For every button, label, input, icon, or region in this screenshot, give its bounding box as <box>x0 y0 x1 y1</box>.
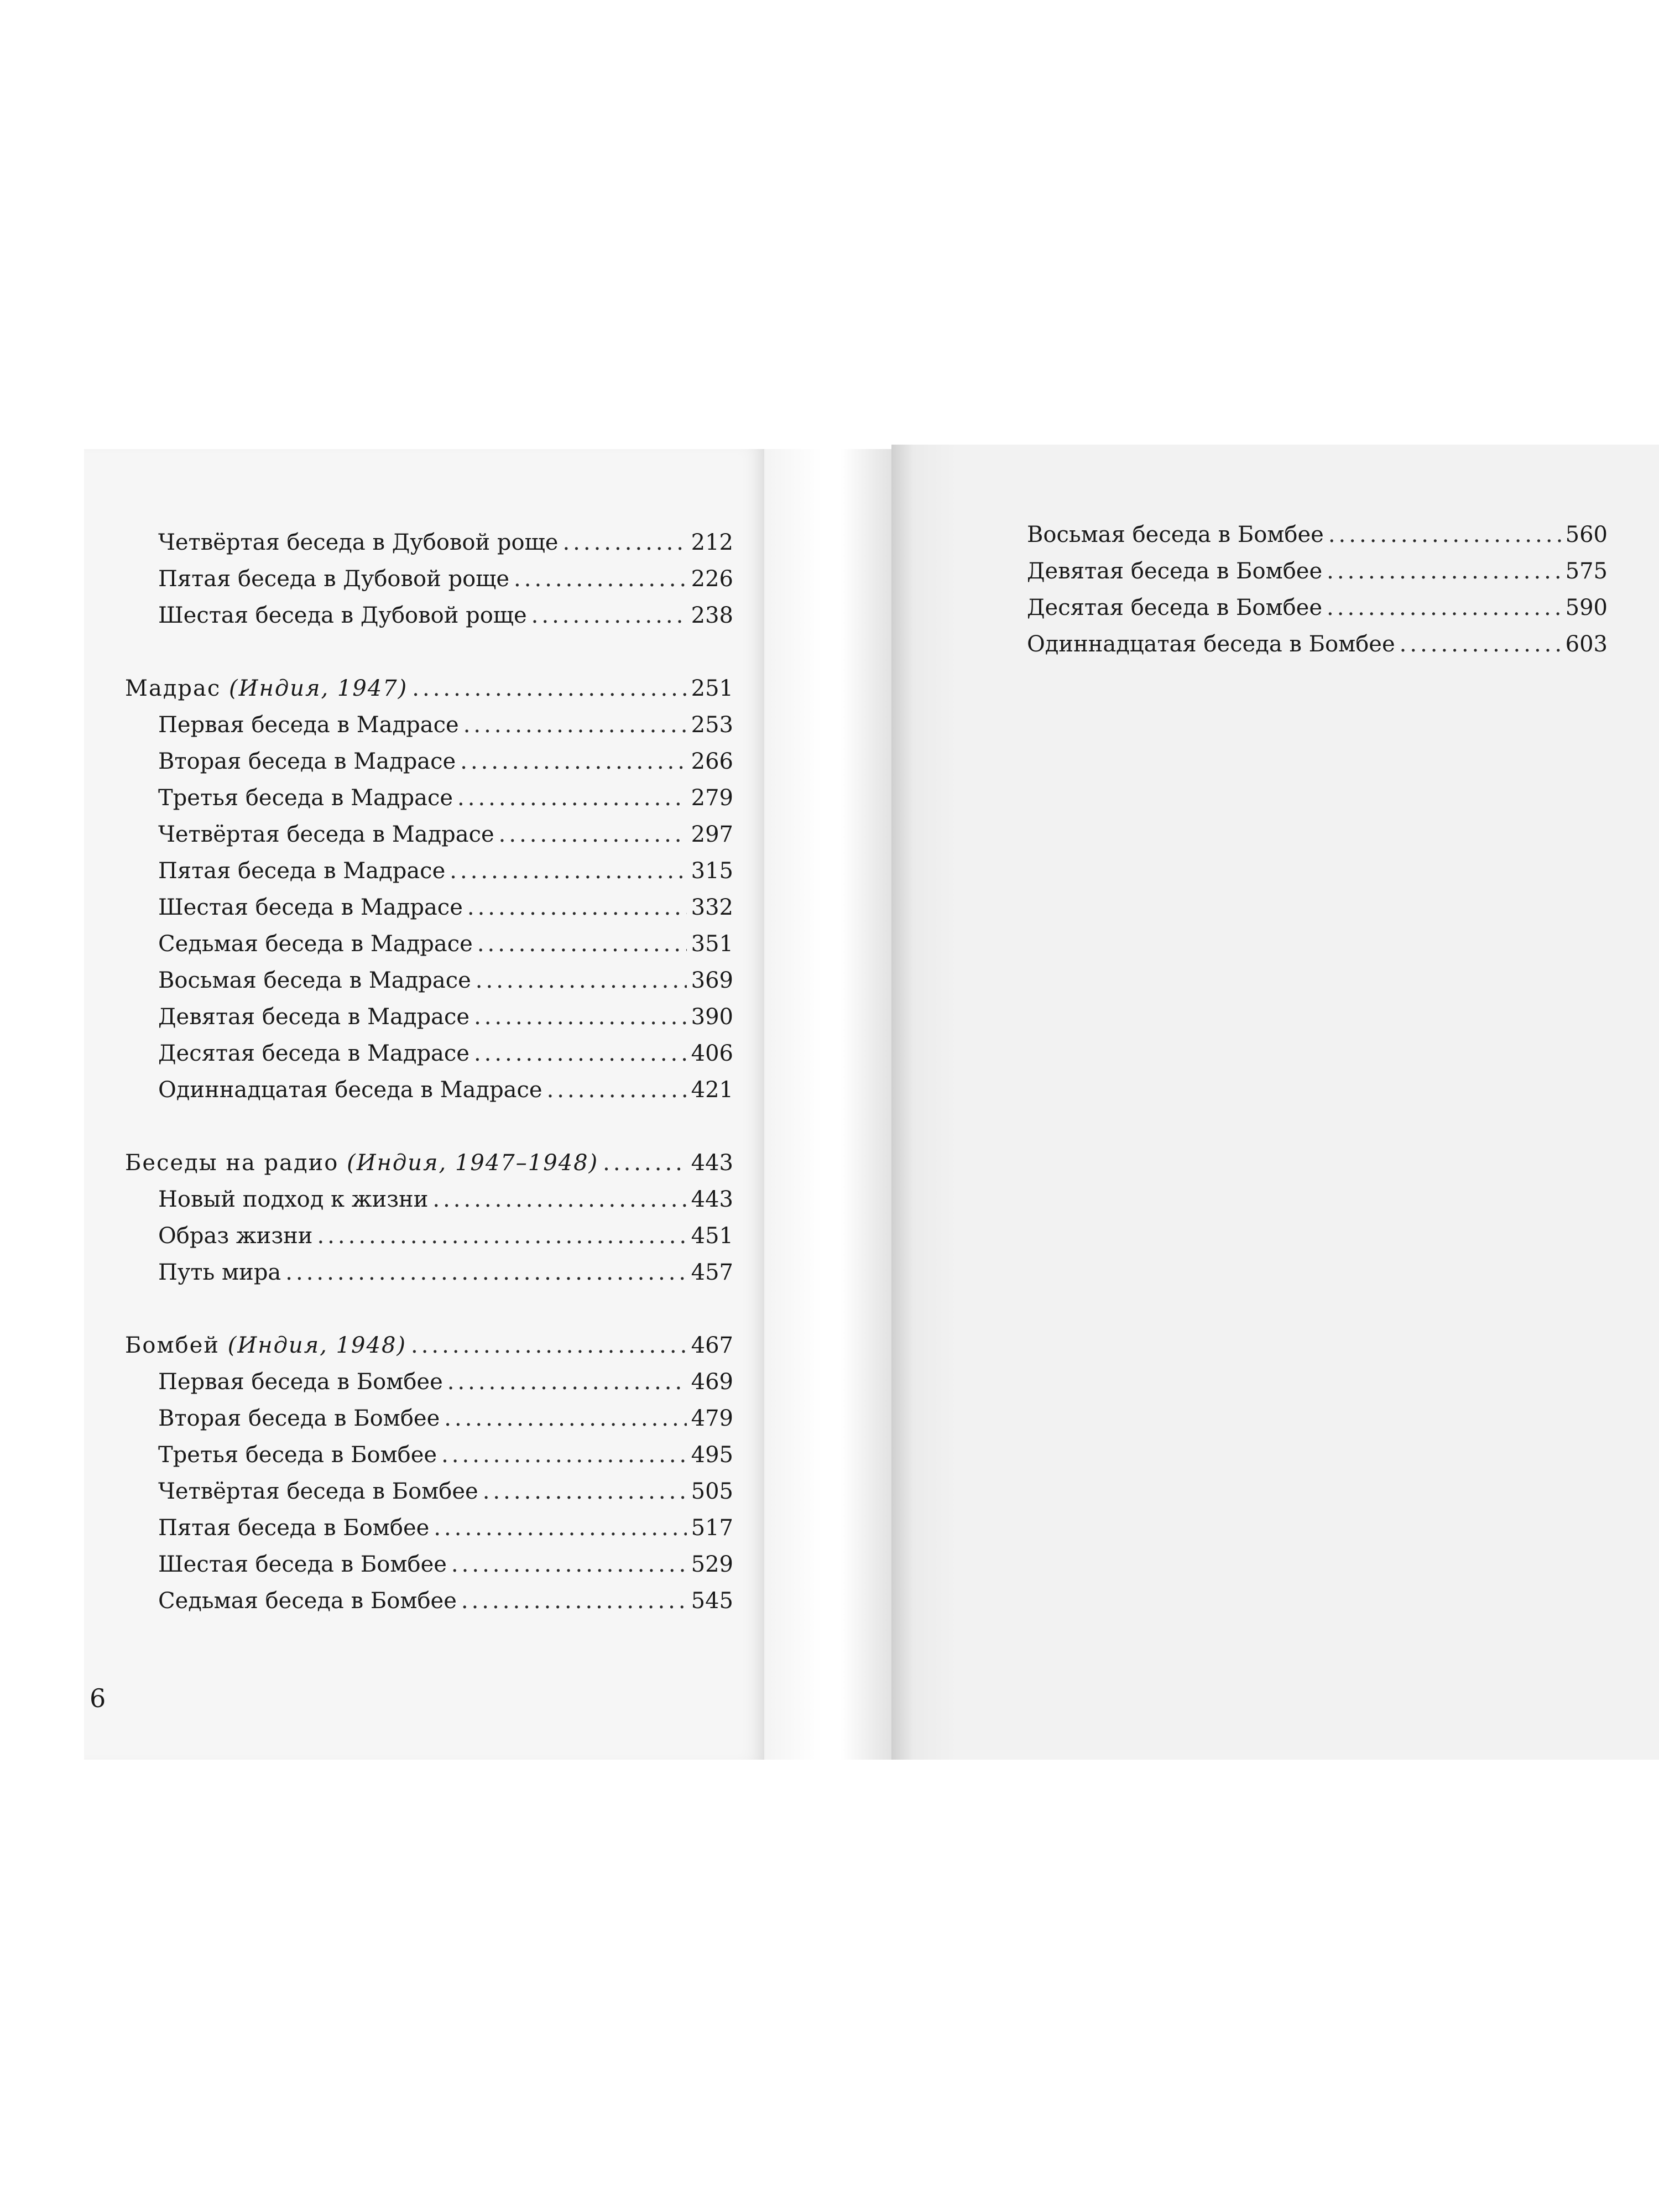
toc-entry-title: Образ жизни <box>158 1223 313 1249</box>
toc-entry-page: 238 <box>691 603 733 628</box>
toc-entry-title: Четвёртая беседа в Дубовой роще <box>158 530 559 555</box>
toc-entry-page: 297 <box>691 822 733 847</box>
toc-entry <box>125 1583 733 1619</box>
toc-entry-page: 443 <box>691 1150 733 1176</box>
toc-entry-page: 443 <box>691 1187 733 1212</box>
toc-entry-page: 517 <box>691 1515 733 1541</box>
toc-entry-title: Седьмая беседа в Бомбее <box>158 1588 457 1614</box>
leader-dots <box>477 926 687 962</box>
toc-entry <box>125 780 733 816</box>
toc-entry-page: 603 <box>1565 632 1608 657</box>
toc-entry-page: 212 <box>691 530 733 555</box>
leader-dots <box>457 780 687 816</box>
toc-entry-title: Четвёртая беседа в Бомбее <box>158 1479 478 1504</box>
toc-entry-page: 495 <box>691 1442 733 1468</box>
toc-entry-title: Одиннадцатая беседа в Мадрасе <box>158 1077 542 1103</box>
toc-entry <box>1027 517 1608 553</box>
leader-dots <box>1328 517 1561 553</box>
toc-entry <box>125 743 733 780</box>
toc-entry <box>125 561 733 597</box>
toc-entry-page: 251 <box>691 676 733 701</box>
leader-dots <box>483 1473 687 1510</box>
toc-entry <box>125 1364 733 1400</box>
toc-entry-title: Пятая беседа в Мадрасе <box>158 858 446 884</box>
leader-dots <box>514 561 687 597</box>
book-gutter <box>764 449 891 1760</box>
toc-entry-page: 529 <box>691 1552 733 1577</box>
toc-entry <box>125 1254 733 1291</box>
leader-dots <box>450 853 686 889</box>
toc-entry-page: 469 <box>691 1369 733 1395</box>
leader-dots <box>434 1510 686 1546</box>
leader-dots <box>444 1400 686 1437</box>
toc-entry-title: Девятая беседа в Мадрасе <box>158 1004 470 1030</box>
toc-section-madras <box>125 670 733 1108</box>
leader-dots <box>463 707 687 743</box>
toc-entry-page: 390 <box>691 1004 733 1030</box>
leader-dots <box>411 1327 687 1364</box>
toc-entry-title: Пятая беседа в Дубовой роще <box>158 566 510 592</box>
section-name: Бомбей <box>125 1333 220 1358</box>
toc-entry-title: Вторая беседа в Мадрасе <box>158 749 456 774</box>
toc-entry <box>125 889 733 926</box>
toc-entry-page: 369 <box>691 968 733 993</box>
toc-entry <box>125 524 733 561</box>
table-of-contents-right <box>1027 517 1608 662</box>
leader-dots <box>412 670 686 707</box>
leader-dots <box>447 1364 687 1400</box>
toc-entry-title: Первая беседа в Бомбее <box>158 1369 443 1395</box>
toc-entry <box>125 1218 733 1254</box>
section-note: (Индия, 1948) <box>227 1333 406 1358</box>
leader-dots <box>499 816 687 853</box>
toc-entry <box>125 999 733 1035</box>
toc-entry-title: Четвёртая беседа в Мадрасе <box>158 822 494 847</box>
toc-entry <box>125 926 733 962</box>
table-of-contents-left <box>125 524 733 1619</box>
toc-section-heading <box>125 670 733 707</box>
leader-dots <box>467 889 687 926</box>
toc-entry <box>125 1510 733 1546</box>
toc-entry <box>125 1437 733 1473</box>
toc-entry-page: 457 <box>691 1260 733 1285</box>
toc-entry-title: Новый подход к жизни <box>158 1187 429 1212</box>
leader-dots <box>562 524 686 561</box>
toc-section-heading <box>125 1327 733 1364</box>
toc-entry-title: Восьмая беседа в Мадрасе <box>158 968 471 993</box>
toc-entry <box>125 1181 733 1218</box>
toc-entry-page: 560 <box>1565 522 1608 547</box>
toc-entry-page: 253 <box>691 712 733 738</box>
leader-dots <box>432 1181 686 1218</box>
toc-entry <box>125 1035 733 1072</box>
toc-entry-title: Девятая беседа в Бомбее <box>1027 559 1323 584</box>
toc-entry-title: Пятая беседа в Бомбее <box>158 1515 430 1541</box>
toc-entry-page: 332 <box>691 895 733 920</box>
toc-section-radio <box>125 1145 733 1291</box>
toc-entry-title: Третья беседа в Бомбее <box>158 1442 437 1468</box>
leader-dots <box>1327 589 1561 626</box>
leader-dots <box>461 1583 687 1619</box>
toc-entry-page: 266 <box>691 749 733 774</box>
right-page <box>891 445 1659 1760</box>
leader-dots <box>460 743 686 780</box>
toc-entry <box>125 1400 733 1437</box>
toc-entry-title: Первая беседа в Мадрасе <box>158 712 459 738</box>
section-name: Беседы на радио <box>125 1150 339 1176</box>
section-note: (Индия, 1947–1948) <box>347 1150 599 1176</box>
toc-entry <box>125 816 733 853</box>
section-name: Мадрас <box>125 676 221 701</box>
leader-dots <box>603 1145 686 1181</box>
leader-dots <box>451 1546 687 1583</box>
leader-dots <box>285 1254 686 1291</box>
toc-entry <box>125 597 733 634</box>
toc-entry-page: 421 <box>691 1077 733 1103</box>
leader-dots <box>547 1072 687 1108</box>
toc-entry-title: Десятая беседа в Бомбее <box>1027 595 1323 620</box>
toc-entry-page: 279 <box>691 785 733 811</box>
leader-dots <box>441 1437 687 1473</box>
toc-entry-title: Восьмая беседа в Бомбее <box>1027 522 1324 547</box>
toc-entry-title: Вторая беседа в Бомбее <box>158 1406 440 1431</box>
leader-dots <box>317 1218 686 1254</box>
toc-entry-page: 505 <box>691 1479 733 1504</box>
toc-entry-page: 406 <box>691 1041 733 1066</box>
toc-entry-title: Шестая беседа в Дубовой роще <box>158 603 527 628</box>
toc-entry <box>1027 589 1608 626</box>
toc-entry-page: 545 <box>691 1588 733 1614</box>
toc-entry-title: Десятая беседа в Мадрасе <box>158 1041 469 1066</box>
toc-entry-page: 315 <box>691 858 733 884</box>
toc-entry-page: 351 <box>691 931 733 957</box>
left-page <box>84 449 764 1760</box>
leader-dots <box>474 999 687 1035</box>
leader-dots <box>474 1035 687 1072</box>
toc-entry <box>125 1546 733 1583</box>
toc-entry-title: Шестая беседа в Бомбее <box>158 1552 447 1577</box>
toc-entry <box>125 1072 733 1108</box>
page-number: 6 <box>90 1683 106 1713</box>
toc-entry <box>125 962 733 999</box>
toc-entry-page: 590 <box>1565 595 1608 620</box>
leader-dots <box>1327 553 1561 589</box>
toc-entry-title: Шестая беседа в Мадрасе <box>158 895 463 920</box>
leader-dots <box>531 597 687 634</box>
toc-entry-page: 575 <box>1565 559 1608 584</box>
toc-entry <box>125 707 733 743</box>
toc-entry-title: Одиннадцатая беседа в Бомбее <box>1027 632 1395 657</box>
toc-entry-title: Третья беседа в Мадрасе <box>158 785 453 811</box>
toc-entry <box>1027 626 1608 662</box>
toc-section-heading <box>125 1145 733 1181</box>
toc-entry-title: Путь мира <box>158 1260 281 1285</box>
toc-entry-page: 451 <box>691 1223 733 1249</box>
book-spread <box>84 449 1659 1760</box>
toc-section-bombay <box>125 1327 733 1619</box>
toc-entry-page: 479 <box>691 1406 733 1431</box>
toc-entry <box>1027 553 1608 589</box>
section-note: (Индия, 1947) <box>229 676 408 701</box>
leader-dots <box>1400 626 1561 662</box>
toc-entry <box>125 853 733 889</box>
leader-dots <box>476 962 687 999</box>
toc-entry <box>125 1473 733 1510</box>
toc-entry-page: 226 <box>691 566 733 592</box>
toc-entry-page: 467 <box>691 1333 733 1358</box>
toc-entry-title: Седьмая беседа в Мадрасе <box>158 931 473 957</box>
